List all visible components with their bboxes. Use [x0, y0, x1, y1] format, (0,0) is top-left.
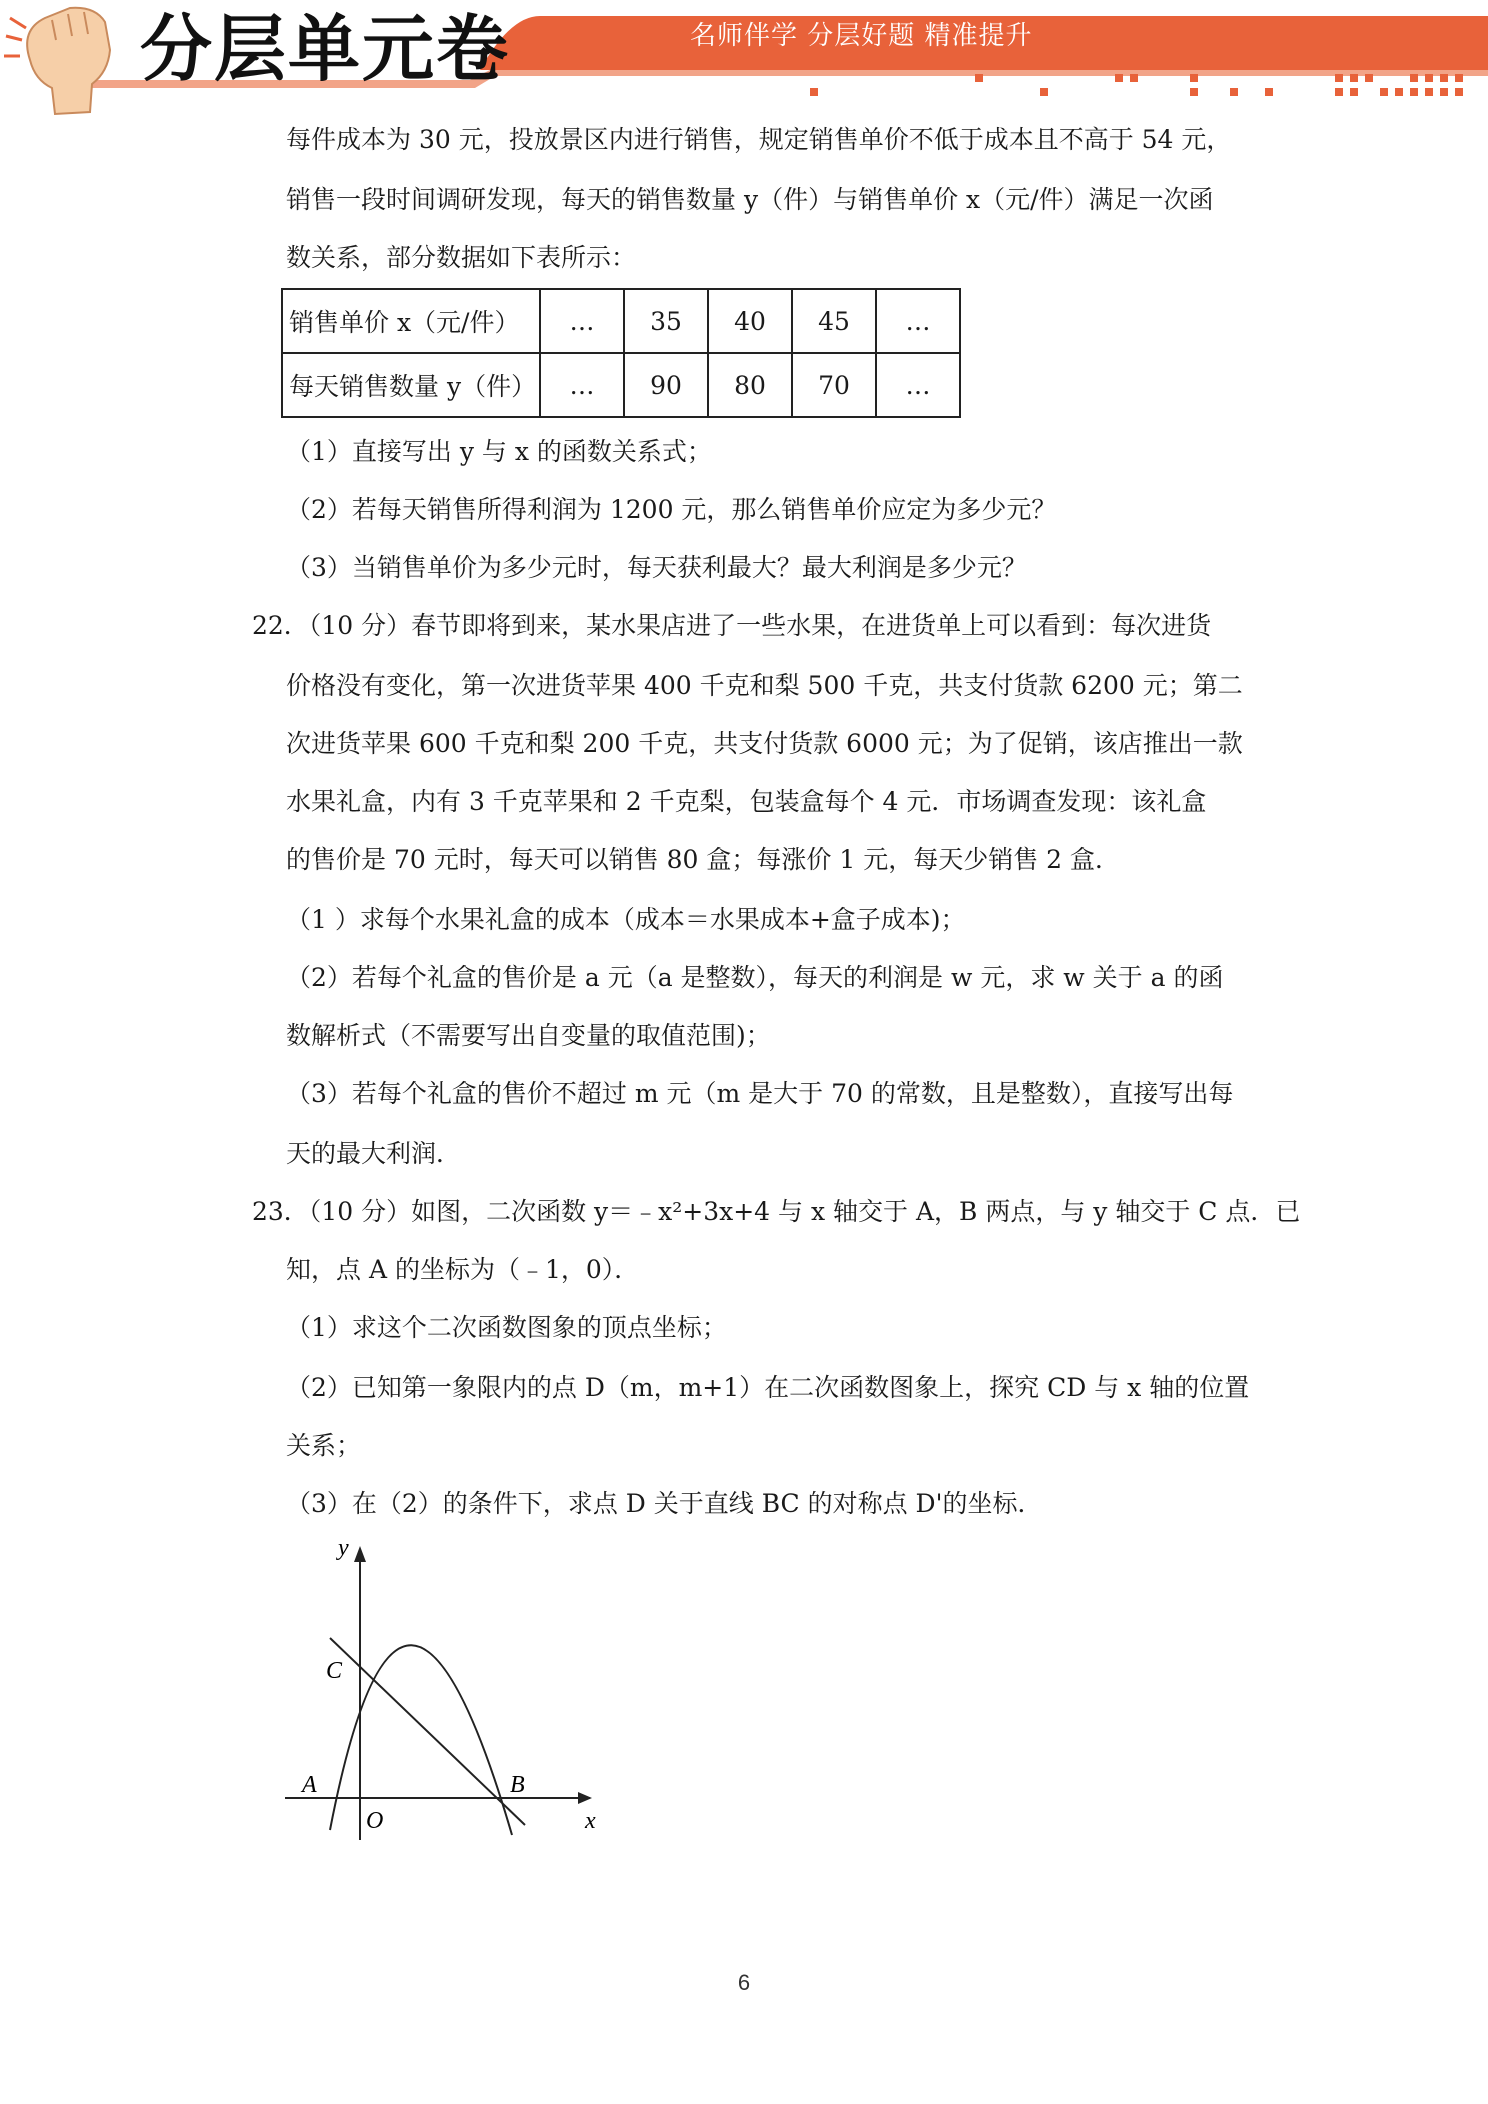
point-a-label: A — [302, 1772, 317, 1798]
question-part: （2）已知第一象限内的点 D（m，m+1）在二次函数图象上，探究 CD 与 x 轴的位置 — [286, 1373, 1250, 1402]
point-c-label: C — [326, 1658, 343, 1684]
question-part: （3）当销售单价为多少元时，每天获利最大？最大利润是多少元？ — [286, 553, 1027, 582]
question-part: （3）若每个礼盒的售价不超过 m 元（m 是大于 70 的常数，且是整数），直接写出每 — [286, 1079, 1234, 1108]
question-part: （1 ）求每个水果礼盒的成本（成本＝水果成本+盒子成本)； — [286, 905, 966, 934]
question-part: （1）直接写出 y 与 x 的函数关系式； — [286, 437, 712, 466]
table-cell: … — [540, 289, 624, 353]
text-line: 天的最大利润． — [286, 1139, 462, 1168]
data-table — [281, 288, 961, 418]
table-row — [282, 289, 960, 353]
table-cell: 80 — [708, 353, 792, 417]
table-cell: 90 — [624, 353, 708, 417]
text-line: 数关系，部分数据如下表所示： — [286, 243, 637, 272]
table-row — [282, 353, 960, 417]
parabola-curve — [330, 1645, 512, 1835]
text-line: 销售一段时间调研发现，每天的销售数量 y（件）与销售单价 x（元/件）满足一次函 — [286, 185, 1214, 214]
question-part: （2）若每天销售所得利润为 1200 元，那么销售单价应定为多少元？ — [286, 495, 1057, 524]
header-dots — [810, 74, 1463, 96]
header-title: 分层单元卷 — [140, 7, 511, 91]
text-line: 的售价是 70 元时，每天可以销售 80 盒；每涨价 1 元，每天少销售 2 盒． — [286, 845, 1121, 874]
x-axis-arrow — [578, 1792, 592, 1804]
fist-icon — [4, 8, 110, 114]
table-cell: 40 — [708, 289, 792, 353]
y-axis-arrow — [354, 1546, 366, 1562]
question-22: 22．（10 分）春节即将到来，某水果店进了一些水果，在进货单上可以看到：每次进货 — [252, 611, 1212, 640]
x-axis-label: x — [585, 1808, 596, 1834]
table-cell: … — [876, 289, 960, 353]
table-cell: 45 — [792, 289, 876, 353]
point-b-label: B — [510, 1772, 525, 1798]
header-slogan: 名师伴学 分层好题 精准提升 — [690, 21, 1033, 51]
table-row-header: 每天销售数量 y（件） — [282, 353, 540, 417]
text-line: 价格没有变化，第一次进货苹果 400 千克和梨 500 千克，共支付货款 6200 元；第二 — [286, 671, 1243, 700]
text-line: 关系； — [286, 1431, 362, 1460]
table-cell: … — [540, 353, 624, 417]
text-line: 每件成本为 30 元，投放景区内进行销售，规定销售单价不低于成本且不高于 54 元， — [286, 125, 1232, 154]
table-cell: 70 — [792, 353, 876, 417]
table-cell: … — [876, 353, 960, 417]
question-23: 23．（10 分）如图，二次函数 y＝﹣x²+3x+4 与 x 轴交于 A，B 两点，与 y 轴交于 C 点．已 — [252, 1197, 1301, 1226]
question-part: （2）若每个礼盒的售价是 a 元（a 是整数），每天的利润是 w 元，求 w 关于 a 的函 — [286, 963, 1224, 992]
page-header — [0, 0, 1488, 120]
text-line: 数解析式（不需要写出自变量的取值范围)； — [286, 1021, 771, 1050]
page-number: 6 — [737, 1970, 751, 1995]
text-line: 水果礼盒，内有 3 千克苹果和 2 千克梨，包装盒每个 4 元．市场调查发现：该礼盒 — [286, 787, 1207, 816]
y-axis-label: y — [338, 1535, 349, 1561]
table-cell: 35 — [624, 289, 708, 353]
question-part: （1）求这个二次函数图象的顶点坐标； — [286, 1313, 727, 1342]
question-part: （3）在（2）的条件下，求点 D 关于直线 BC 的对称点 D'的坐标． — [286, 1489, 1043, 1518]
text-line: 知，点 A 的坐标为（﹣1，0）． — [286, 1255, 640, 1284]
text-line: 次进货苹果 600 千克和梨 200 千克，共支付货款 6000 元；为了促销，该店推出一款 — [286, 729, 1243, 758]
origin-label: O — [366, 1808, 384, 1834]
parabola-figure — [280, 1530, 620, 1850]
table-row-header: 销售单价 x（元/件） — [282, 289, 540, 353]
